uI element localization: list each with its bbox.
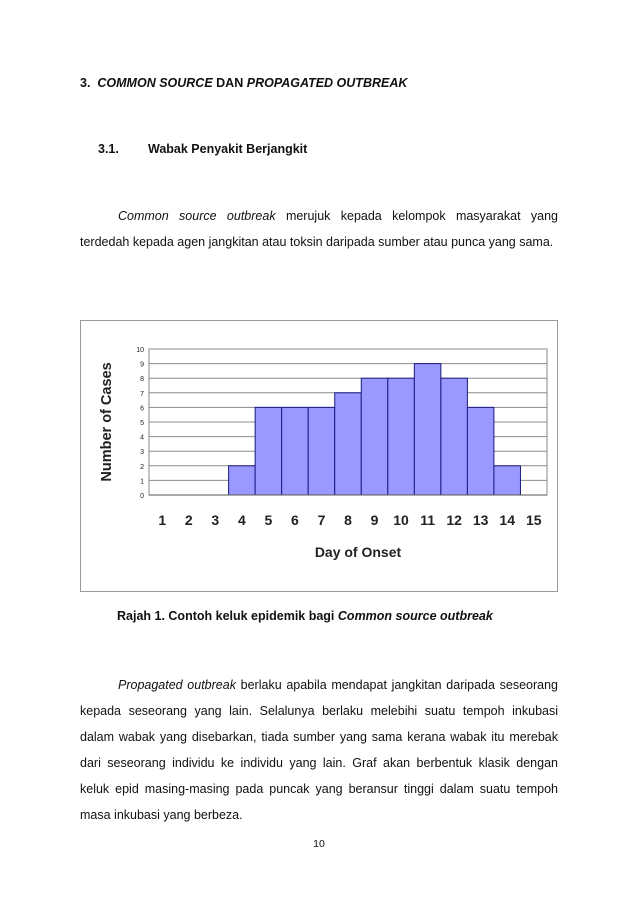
y-tick-label: 4 — [140, 434, 144, 442]
x-tick-label: 7 — [317, 512, 326, 528]
bar — [467, 407, 494, 495]
x-tick-label: 14 — [499, 512, 515, 528]
x-tick-label: 13 — [472, 512, 489, 528]
bar — [361, 378, 388, 495]
section-title-italic-2: PROPAGATED OUTBREAK — [246, 76, 408, 90]
x-tick-label: 11 — [420, 512, 436, 528]
bar — [229, 466, 256, 495]
paragraph1-italic-lead: Common source outbreak — [118, 209, 276, 223]
x-tick-label: 2 — [184, 512, 193, 528]
y-tick-label: 1 — [140, 478, 144, 486]
subsection-number: 3.1. — [98, 142, 119, 156]
x-tick-label: 4 — [237, 512, 246, 528]
y-tick-label: 3 — [140, 449, 144, 457]
x-tick-label: 12 — [446, 512, 462, 528]
subsection-heading — [98, 142, 307, 156]
section-title-middle: DAN — [216, 76, 244, 90]
x-tick-label: 6 — [291, 512, 299, 528]
y-axis-label: Number of Cases — [99, 362, 115, 482]
paragraph-common-source — [80, 203, 558, 255]
x-tick-label: 9 — [370, 512, 379, 528]
y-tick-label: 9 — [140, 361, 144, 369]
caption-italic: Common source outbreak — [337, 609, 493, 623]
section-number: 3. — [80, 76, 91, 90]
x-tick-label: 5 — [264, 512, 273, 528]
bar — [282, 407, 309, 495]
figure-caption — [117, 609, 493, 623]
x-tick-label: 1 — [158, 512, 167, 528]
subsection-title: Wabak Penyakit Berjangkit — [148, 142, 308, 156]
bar — [255, 407, 282, 495]
epidemic-curve-chart — [81, 321, 557, 591]
bar — [308, 407, 335, 495]
x-tick-label: 3 — [211, 512, 220, 528]
section-heading — [80, 76, 407, 90]
x-tick-label: 10 — [393, 512, 409, 528]
y-tick-label: 2 — [140, 463, 144, 471]
y-tick-label: 7 — [140, 390, 144, 398]
paragraph2-text: berlaku apabila mendapat jangkitan daripada seseorang kepada seseorang yang lain. Selalunya berlaku melebihi suatu tempoh inkubasi dalam wabak yang disebarkan, tiada sumber yang sama kerana wabak itu merebak dari seseorang individu ke individu yang lain. Graf akan berbentuk klasik dengan keluk epid masing-masing pada puncak yang beransur tinggi dalam suatu tempoh masa inkubasi yang berbeza. — [80, 678, 558, 822]
bar — [494, 466, 521, 495]
bar — [388, 378, 415, 495]
y-tick-label: 8 — [140, 376, 144, 384]
paragraph2-italic-lead: Propagated outbreak — [118, 678, 236, 692]
x-tick-label: 8 — [344, 512, 352, 528]
x-tick-label: 15 — [525, 512, 542, 528]
bar — [414, 364, 441, 495]
y-tick-label: 10 — [136, 347, 144, 354]
paragraph-propagated — [80, 672, 558, 828]
bar — [441, 378, 468, 495]
y-tick-label: 0 — [140, 493, 144, 500]
caption-prefix: Rajah 1. Contoh keluk epidemik bagi — [117, 609, 335, 623]
figure-chart-frame — [80, 320, 558, 592]
y-tick-label: 5 — [140, 420, 144, 427]
y-tick-label: 6 — [140, 405, 144, 413]
section-title-italic: COMMON SOURCE — [97, 76, 213, 90]
x-axis-label: Day of Onset — [314, 544, 402, 560]
bar — [335, 393, 362, 495]
page-number: 10 — [313, 838, 325, 850]
paragraph1-text: merujuk kepada kelompok masyarakat yang terdedah kepada agen jangkitan atau toksin daripada sumber atau punca yang sama. — [80, 209, 558, 249]
